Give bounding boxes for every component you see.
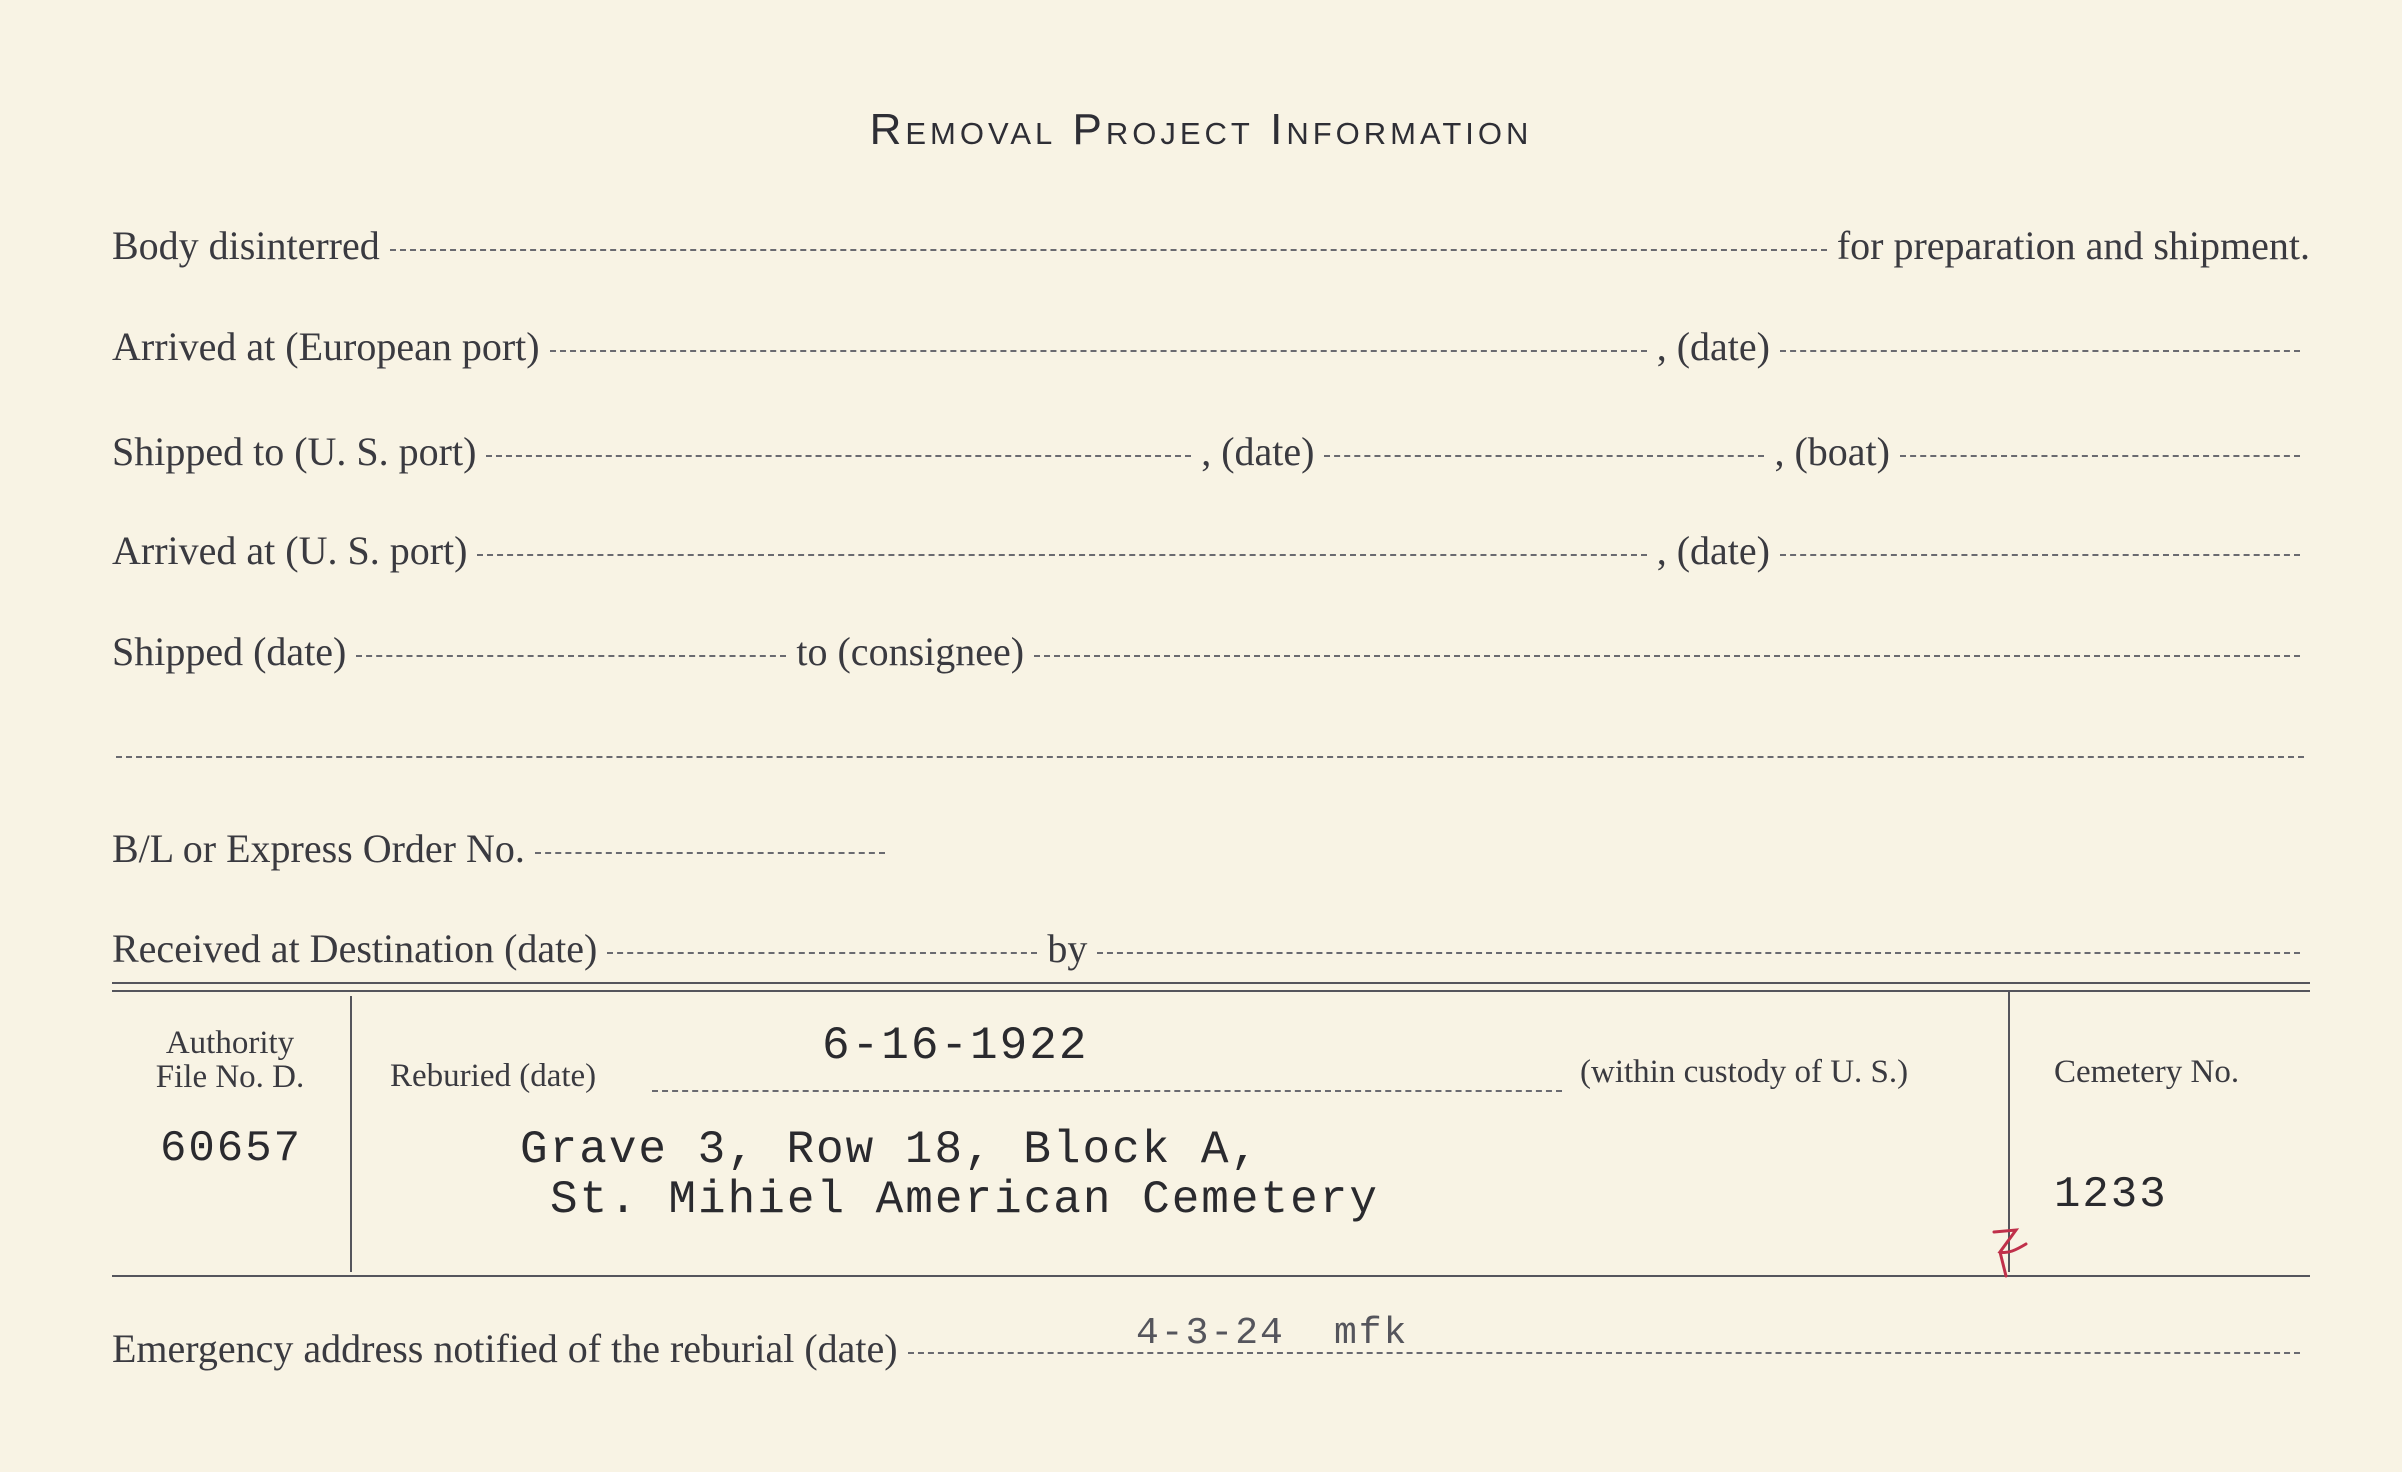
card-title: Removal Project Information bbox=[869, 105, 1533, 154]
grave-location-line2: St. Mihiel American Cemetery bbox=[550, 1174, 1379, 1226]
arrived-us-date-field[interactable] bbox=[1780, 554, 2300, 556]
received-by-label: by bbox=[1047, 926, 1088, 971]
row-shipped-consignee bbox=[112, 628, 2310, 675]
custody-label: (within custody of U. S.) bbox=[1580, 1054, 1909, 1090]
arrived-european-label: Arrived at (European port) bbox=[112, 324, 540, 369]
shipped-us-label: Shipped to (U. S. port) bbox=[112, 429, 477, 474]
authority-label-line1: Authority bbox=[165, 1025, 295, 1061]
authority-label-line2: File No. D. bbox=[155, 1059, 305, 1095]
arrived-european-date-label: , (date) bbox=[1656, 324, 1770, 369]
grave-location-line1: Grave 3, Row 18, Block A, bbox=[520, 1124, 1261, 1176]
red-check-mark-icon bbox=[1986, 1222, 2046, 1282]
shipped-us-port-field[interactable] bbox=[486, 455, 1191, 457]
top-divider-inner bbox=[112, 990, 2310, 992]
authority-label bbox=[112, 1026, 348, 1094]
cemetery-number-label: Cemetery No. bbox=[2054, 1054, 2240, 1090]
bl-order-field[interactable] bbox=[535, 852, 885, 854]
consignee-field[interactable] bbox=[1034, 655, 2300, 657]
preparation-shipment-label: for preparation and shipment. bbox=[1836, 223, 2310, 268]
bottom-divider bbox=[112, 1275, 2310, 1277]
body-disinterred-label: Body disinterred bbox=[112, 223, 380, 268]
shipped-us-date-field[interactable] bbox=[1324, 455, 1764, 457]
row-arrived-european bbox=[112, 323, 2310, 370]
arrived-european-port-field[interactable] bbox=[550, 350, 1647, 352]
emergency-initials: mfk bbox=[1334, 1312, 1409, 1355]
authority-file-number: 60657 bbox=[160, 1124, 303, 1174]
row-received bbox=[112, 925, 2310, 972]
row-body-disinterred bbox=[112, 222, 2310, 269]
arrived-us-port-field[interactable] bbox=[477, 554, 1646, 556]
arrived-us-date-label: , (date) bbox=[1656, 528, 1770, 573]
top-divider bbox=[112, 982, 2310, 984]
reburied-date-value: 6-16-1922 bbox=[822, 1020, 1089, 1072]
shipped-us-date-label: , (date) bbox=[1201, 429, 1315, 474]
arrived-european-date-field[interactable] bbox=[1780, 350, 2300, 352]
consignee-continuation-field[interactable] bbox=[116, 756, 2304, 758]
body-disinterred-field[interactable] bbox=[390, 249, 1827, 251]
received-label: Received at Destination (date) bbox=[112, 926, 598, 971]
bl-order-label: B/L or Express Order No. bbox=[112, 826, 525, 871]
row-bl-order bbox=[112, 825, 2310, 872]
arrived-us-label: Arrived at (U. S. port) bbox=[112, 528, 468, 573]
consignee-label: to (consignee) bbox=[796, 629, 1025, 674]
box-divider-left bbox=[350, 996, 352, 1272]
received-by-field[interactable] bbox=[1097, 952, 2300, 954]
reburied-date-field[interactable] bbox=[652, 1090, 1562, 1092]
received-date-field[interactable] bbox=[607, 952, 1037, 954]
shipped-date-field[interactable] bbox=[356, 655, 786, 657]
shipped-us-boat-field[interactable] bbox=[1900, 455, 2300, 457]
row-arrived-us bbox=[112, 527, 2310, 574]
shipped-us-boat-label: , (boat) bbox=[1774, 429, 1890, 474]
cemetery-number-value: 1233 bbox=[2054, 1170, 2168, 1220]
reburied-label: Reburied (date) bbox=[390, 1058, 597, 1094]
row-shipped-us bbox=[112, 428, 2310, 475]
shipped-date-label: Shipped (date) bbox=[112, 629, 347, 674]
emergency-date-field[interactable] bbox=[908, 1352, 2300, 1354]
emergency-date-value: 4-3-24 bbox=[1136, 1312, 1285, 1355]
emergency-label: Emergency address notified of the reburial (date) bbox=[112, 1326, 898, 1371]
